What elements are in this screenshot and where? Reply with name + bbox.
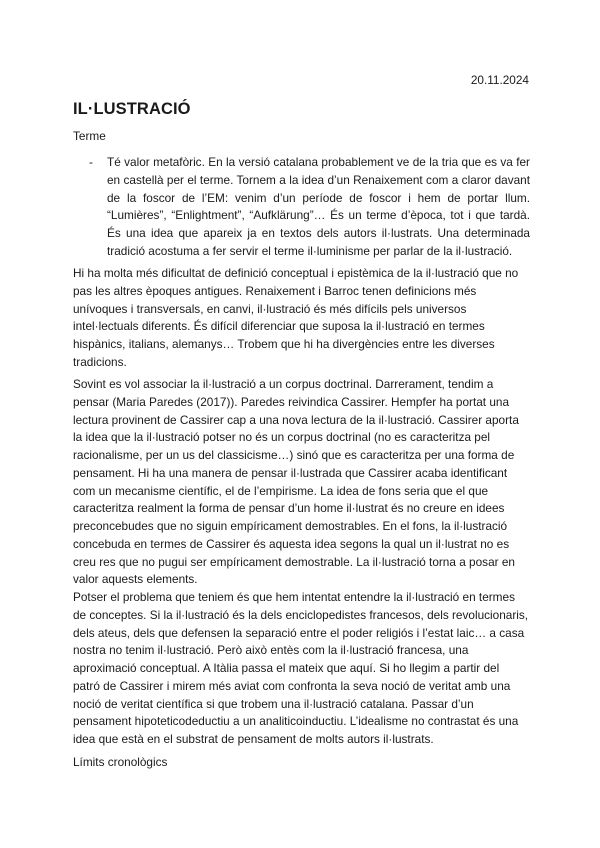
document-title: IL·LUSTRACIÓ [73,100,191,118]
bullet-dash: - [89,155,93,169]
section-heading-terme: Terme [73,129,106,143]
section-heading-limits: Límits cronològics [73,755,168,769]
paragraph-2: Sovint es vol associar la il·lustració a un corpus doctrinal. Darrerament, tendim a pensar (Maria Paredes (2017)). Paredes reivindica Cassirer. Hempfer ha portat una lectura provinent de Cassirer cap a una nova lectura de la il·lustració. Cassirer aporta la idea que la il·lustració potser no és un corpus doctrinal (no es caracteritza pel racionalisme, per un us del classicisme…) sinó que es caracteritza per una forma de pensament. Hi ha una manera de pensar il·lustrada que Cassirer acaba identificant com un mecanisme científic, el de l’empirisme. La idea de fons seria que el que caracteritza realment la forma de pensar d’un home il·lustrat és no creure en idees preconcebudes que no siguin empíricament demostrables. En el fons, la il·lustració concebuda en termes de Cassirer és aquesta idea segons la qual un il·lustrat no es creu res que no pugui ser empíricament demostrable. La il·lustració torna a posar en valor aquests elements. [73,377,519,587]
document-date: 20.11.2024 [470,73,529,87]
paragraph-1: Hi ha molta més dificultat de definició conceptual i epistèmica de la il·lustració que no pas les altres èpoques antigues. Renaixement i Barroc tenen definicions més unívoques i transversals, en canvi, il·lustració és més difícils pels universos intel·lectuals diferents. És difícil diferenciar que suposa la il·lustració en termes hispànics, italians, alemanys… Trobem que hi ha divergències entre les diverses tradicions. [73,266,519,369]
paragraph-3: Potser el problema que teniem és que hem intentat entendre la il·lustració en termes de conceptes. Si la il·lustració és la dels enciclopedistes francesos, dels revolucionaris, dels ateus, dels que defensen la separació entre el poder religiós i l’estat laic… a casa nostra no tenim il·lustració. Però això entès com la il·lustració francesa, una aproximació conceptual. A Itàlia passa el mateix que aquí. Si ho llegim a partir del patró de Cassirer i mirem més aviat com confronta la seva noció de veritat amb una noció de veritat científica si que trobem una il·lustració catalana. Passar d’un pensament hipoteticodeductiu a un analiticoinductiu. L’idealisme no contrastat és una idea que està en el substrat de pensament de molts autors il·lustrats. [73,590,529,746]
bullet-list-item [73,154,530,264]
bullet-text: Té valor metafòric. En la versió catalana probablement ve de la tria que es va fer en castellà per el terme. Tornem a la idea d’un Renaixement com a claror davant de la foscor de l’EM: venim d’un període de foscor i hem de portar llum. “Lumières”, “Enlightment”, “Aufklärung”… És un terme d’època, tot i que tardà. És una idea que apareix ja en textos dels autors il·lustrats. Una determinada tradició acostuma a fer servir el terme il·luminisme per parlar de la il·lustració. [107,155,530,258]
